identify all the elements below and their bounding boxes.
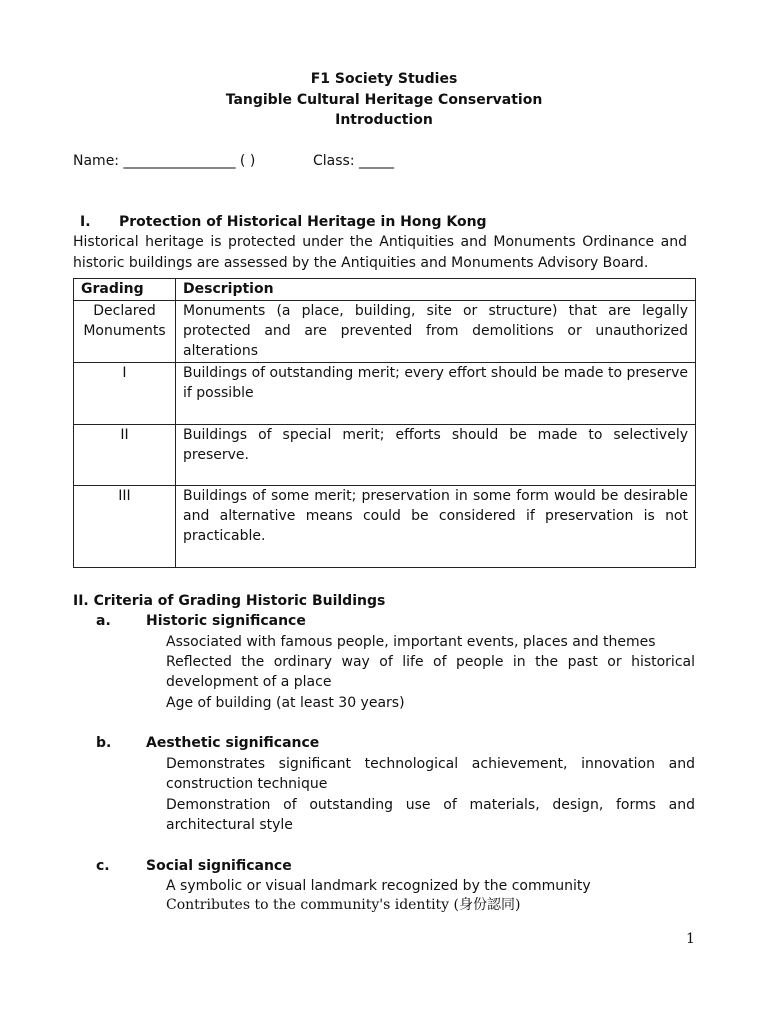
grade-declared-monuments: Declared Monuments [83,303,166,339]
table-row [74,363,696,425]
criterion-a-item: Associated with famous people, important events, places and themes [166,634,656,650]
criterion-a-label: a. [96,613,111,629]
course-title: F1 Society Studies [310,71,458,87]
criterion-a-item: Age of building (at least 30 years) [166,695,405,711]
description-cell: Buildings of special merit; efforts should be made to selectively preserve. [176,425,696,486]
topic-title: Tangible Cultural Heritage Conservation [225,92,543,108]
grade-cell: II [74,425,176,486]
section1-number: I. [80,214,91,230]
section1-paragraph-line1: Historical heritage is protected under the Antiquities and Monuments Ordinance and [73,234,687,250]
criterion-c-label: c. [96,858,110,874]
criterion-c-title: Social significance [146,858,292,874]
grade-cell [74,301,176,363]
description-cell: Monuments (a place, building, site or structure) that are legally protected and are prevented from demolitions or unauthorized alterations [176,301,696,363]
criterion-c-item: Contributes to the community's identity (身份認同) [166,897,521,913]
description-cell: Buildings of outstanding merit; every effort should be made to preserve if possible [176,363,696,425]
criterion-a-item: Reflected the ordinary way of life of people in the past or historical development of a place [166,654,695,690]
grade-cell: I [74,363,176,425]
name-field: Name: ________________ ( ) [73,153,256,169]
table-header-description: Description [176,279,696,301]
table-header-row [74,279,696,301]
section-heading: Introduction [335,112,433,128]
criterion-b-label: b. [96,735,112,751]
table-header-grading: Grading [74,279,176,301]
table-row [74,301,696,363]
table-row [74,425,696,486]
criterion-b-item: Demonstrates significant technological achievement, innovation and construction technique [166,756,695,792]
table-row [74,486,696,568]
section2-title: II. Criteria of Grading Historic Buildings [73,593,386,609]
grading-table [73,278,696,568]
criterion-a-title: Historic significance [146,613,306,629]
page-number: 1 [686,931,695,947]
criterion-b-item: Demonstration of outstanding use of materials, design, forms and architectural style [166,797,695,833]
class-field: Class: _____ [313,153,394,169]
section1-paragraph-line2: historic buildings are assessed by the Antiquities and Monuments Advisory Board. [73,255,649,271]
description-cell: Buildings of some merit; preservation in some form would be desirable and alternative means could be considered if preservation is not practicable. [176,486,696,568]
criterion-c-item: A symbolic or visual landmark recognized by the community [166,878,591,894]
section1-title: Protection of Historical Heritage in Hong Kong [119,214,487,230]
grade-cell: III [74,486,176,568]
criterion-b-title: Aesthetic significance [146,735,320,751]
